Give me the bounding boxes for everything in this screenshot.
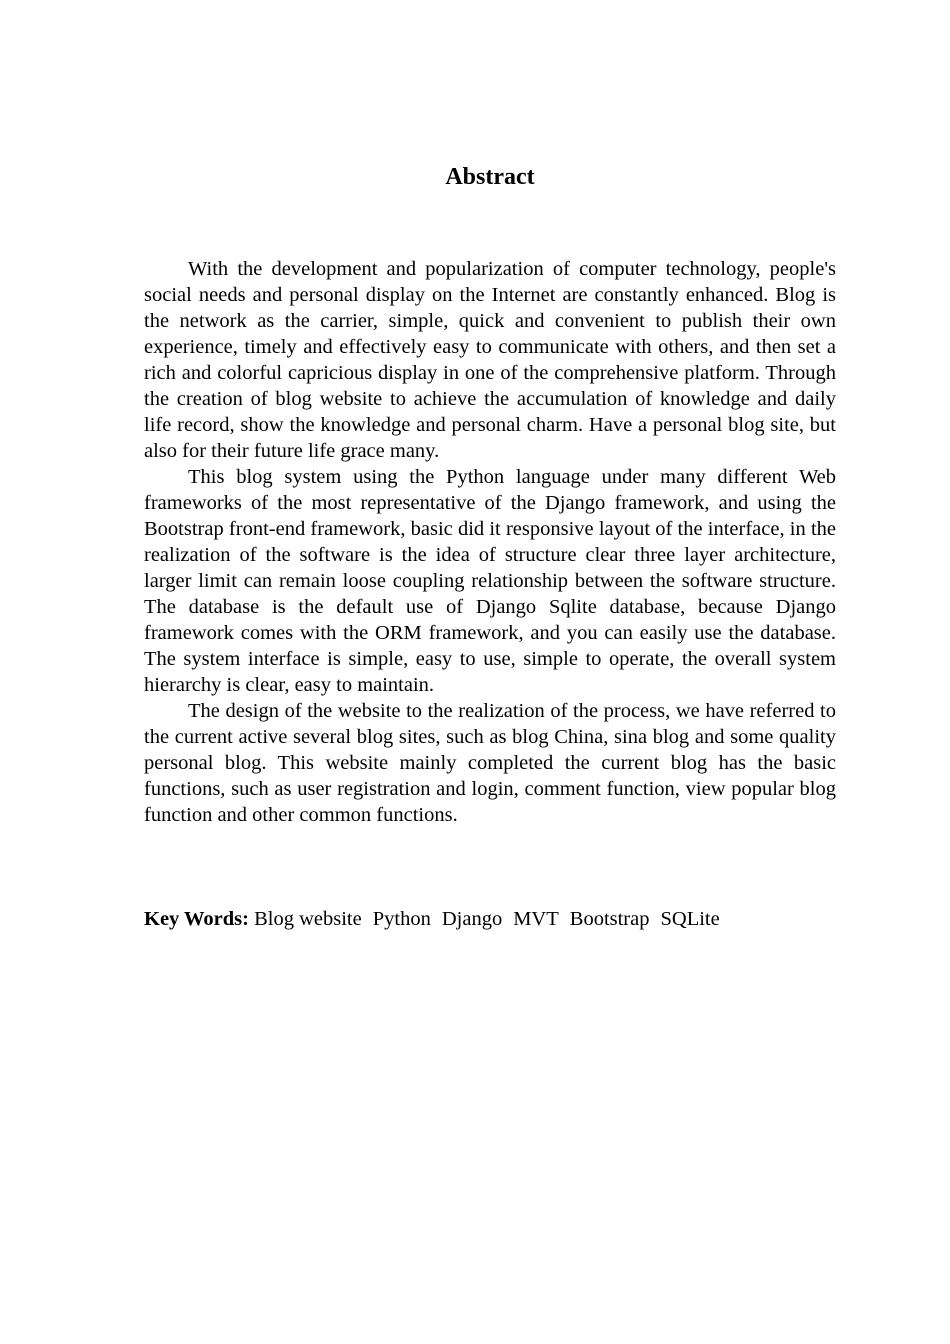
keywords-line xyxy=(144,906,836,932)
keyword: Python xyxy=(372,908,431,930)
keyword: MVT xyxy=(513,908,559,930)
keywords-label: Key Words: xyxy=(144,908,249,930)
abstract-paragraph-2: This blog system using the Python language under many different Web frameworks of the most representative of the Django framework, and using the Bootstrap front-end framework, basic did it responsive layout of the interface, in the realization of the software is the idea of structure clear three layer architecture, larger limit can remain loose coupling relationship between the software structure. The database is the default use of Django Sqlite database, because Django framework comes with the ORM framework, and you can easily use the database. The system interface is simple, easy to use, simple to operate, the overall system hierarchy is clear, easy to maintain. xyxy=(144,466,836,696)
keyword: Bootstrap xyxy=(569,908,650,930)
abstract-paragraph-3: The design of the website to the realization of the process, we have referred to the current active several blog sites, such as blog China, sina blog and some quality personal blog. This website mainly completed the current blog has the basic functions, such as user registration and login, comment function, view popular blog function and other common functions. xyxy=(144,700,836,826)
keyword: Django xyxy=(441,908,503,930)
keyword: Blog website xyxy=(254,908,362,930)
keyword: SQLite xyxy=(660,908,720,930)
abstract-title: Abstract xyxy=(445,164,535,190)
keywords-list xyxy=(254,908,720,930)
abstract-body xyxy=(144,256,836,828)
abstract-paragraph-1: With the development and popularization of computer technology, people's social needs and personal display on the Internet are constantly enhanced. Blog is the network as the carrier, simple, quick and convenient to publish their own experience, timely and effectively easy to communicate with others, and then set a rich and colorful capricious display in one of the comprehensive platform. Through the creation of blog website to achieve the accumulation of knowledge and daily life record, show the knowledge and personal charm. Have a personal blog site, but also for their future life grace many. xyxy=(144,258,836,462)
